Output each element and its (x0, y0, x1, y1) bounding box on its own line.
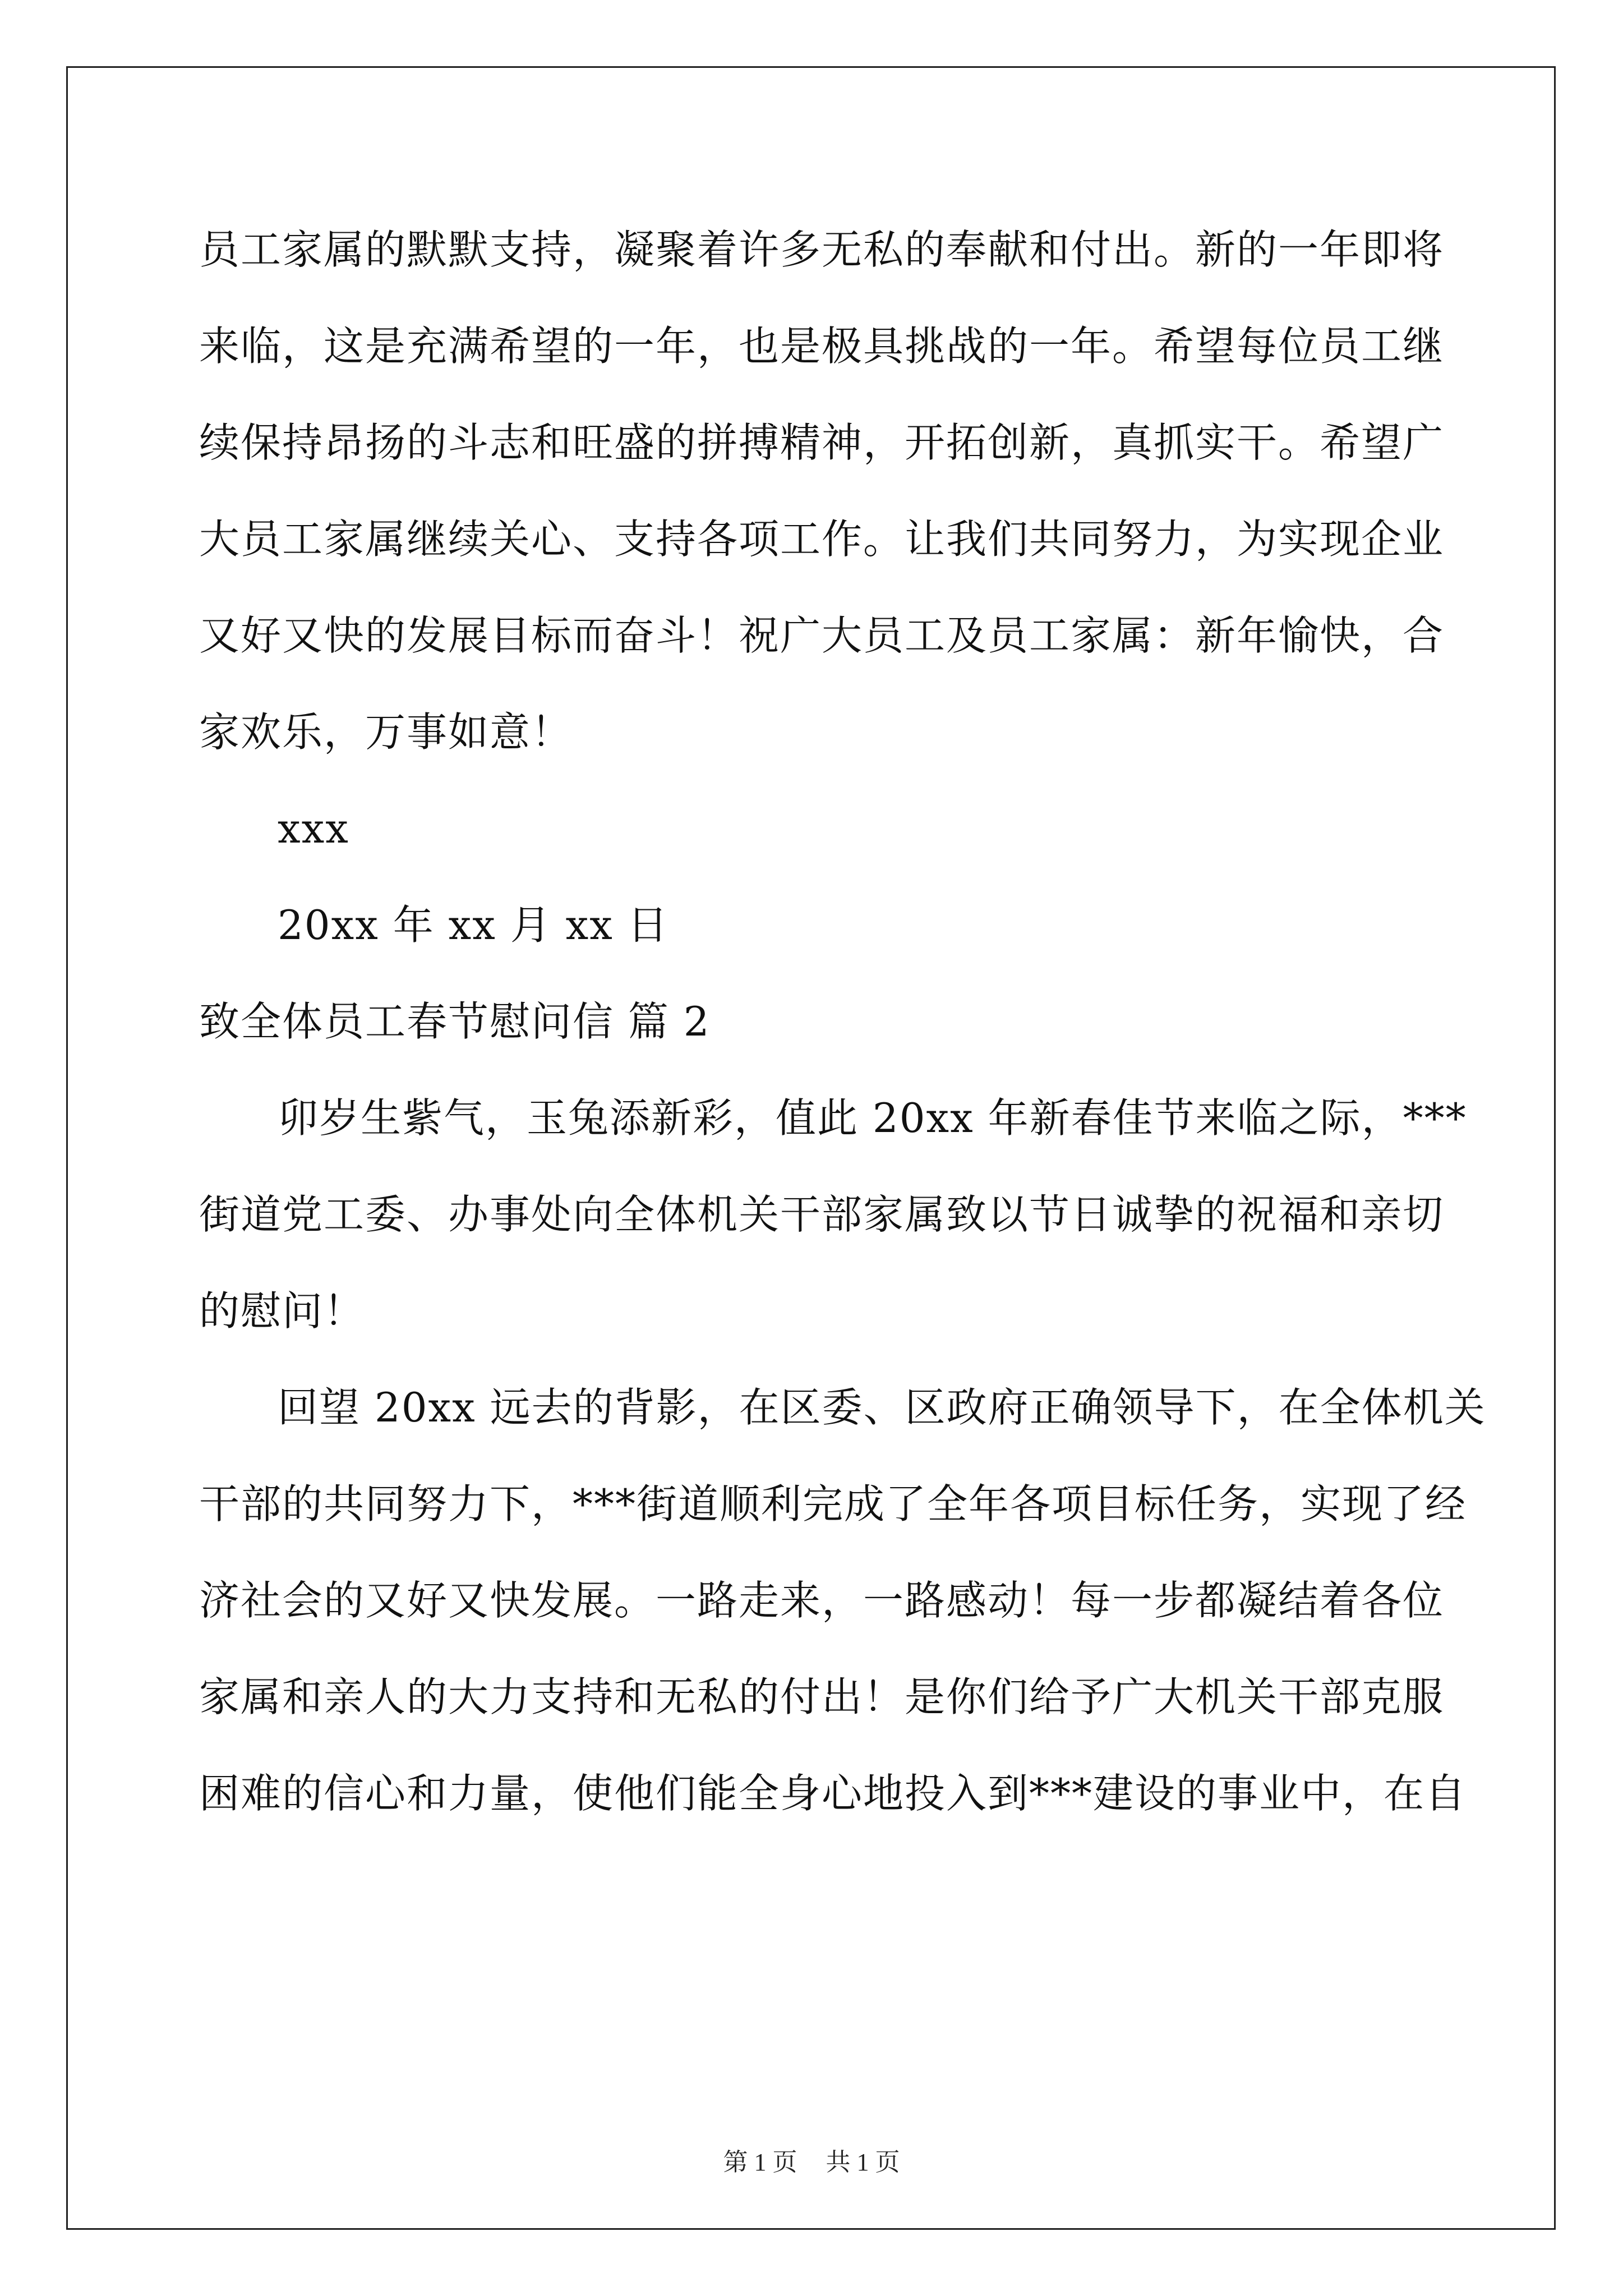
page-number-current: 第 1 页 (723, 2148, 797, 2176)
section-heading: 致全体员工春节慰问信 篇 2 (199, 998, 711, 1045)
page-number-total: 共 1 页 (826, 2148, 900, 2176)
page-border (66, 66, 1556, 2230)
body-text-line: 济社会的又好又快发展。一路走来，一路感动！每一步都凝结着各位 (199, 1577, 1445, 1624)
body-text-line: 困难的信心和力量，使他们能全身心地投入到***建设的事业中，在自 (199, 1770, 1467, 1817)
body-text-line: 家欢乐，万事如意！ (199, 708, 573, 756)
body-text-line: 来临，这是充满希望的一年，也是极具挑战的一年。希望每位员工继 (199, 323, 1445, 370)
body-text-line: 的慰问！ (199, 1287, 366, 1335)
page-footer (0, 2146, 1623, 2179)
body-text-line: 干部的共同努力下，***街道顺利完成了全年各项目标任务，实现了经 (199, 1480, 1467, 1527)
body-text-line: 家属和亲人的大力支持和无私的付出！是你们给予广大机关干部克服 (199, 1673, 1445, 1720)
signature-date: 20xx 年 xx 月 xx 日 (278, 901, 669, 949)
signature-name: xxx (278, 805, 349, 852)
body-text-line: 街道党工委、办事处向全体机关干部家属致以节日诚挚的祝福和亲切 (199, 1191, 1445, 1238)
body-text-line: 大员工家属继续关心、支持各项工作。让我们共同努力，为实现企业 (199, 516, 1445, 563)
body-text-line: 又好又快的发展目标而奋斗！祝广大员工及员工家属：新年愉快，合 (199, 612, 1445, 659)
body-text-line: 卯岁生紫气，玉兔添新彩，值此 20xx 年新春佳节来临之际，*** (278, 1094, 1467, 1142)
body-text-line: 员工家属的默默支持，凝聚着许多无私的奉献和付出。新的一年即将 (199, 226, 1445, 273)
body-text-line: 回望 20xx 远去的背影，在区委、区政府正确领导下，在全体机关 (278, 1384, 1486, 1431)
body-text-line: 续保持昂扬的斗志和旺盛的拼搏精神，开拓创新，真抓实干。希望广 (199, 419, 1445, 466)
